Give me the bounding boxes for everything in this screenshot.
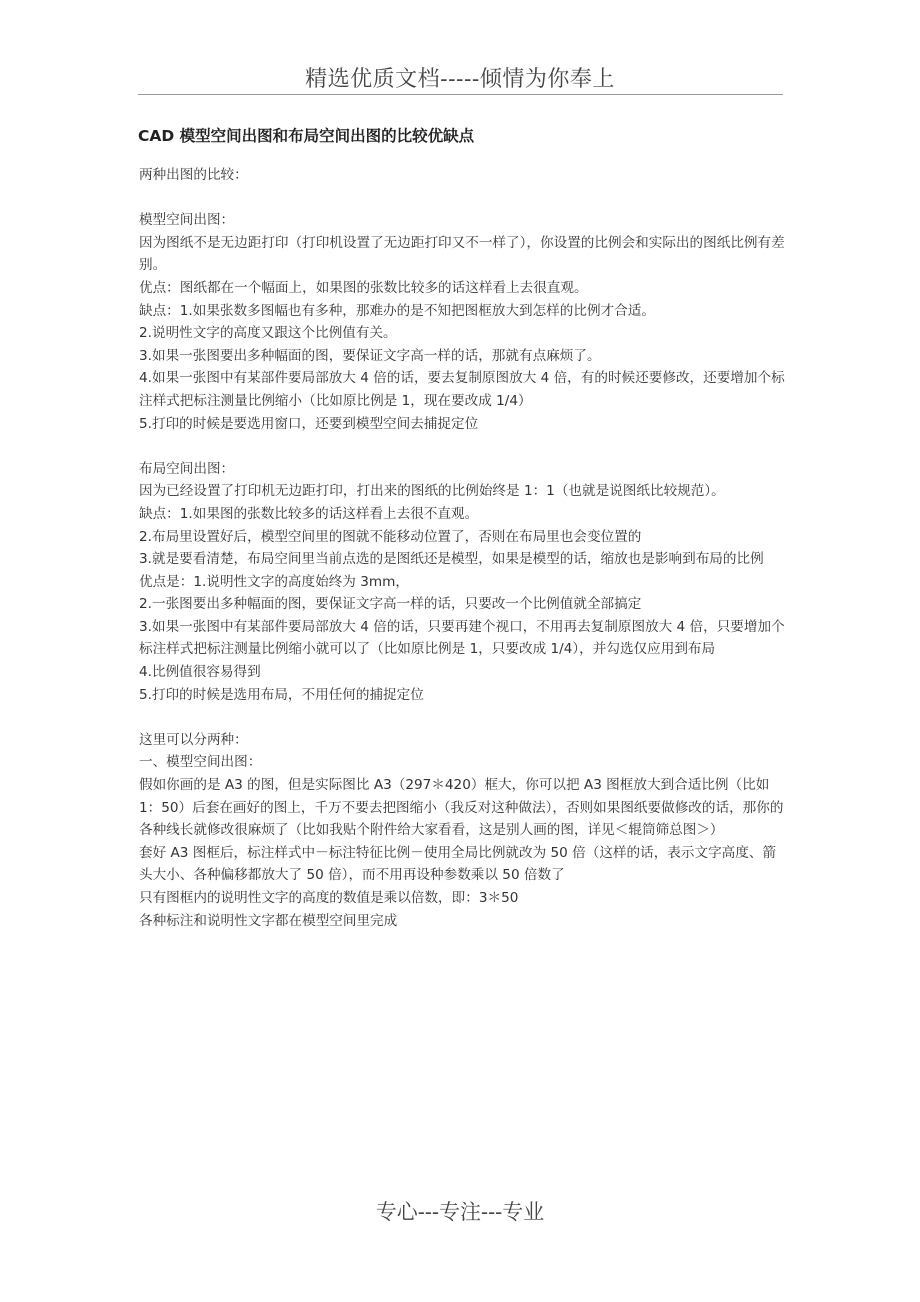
model-space-line: 优点：图纸都在一个幅面上，如果图的张数比较多的话这样看上去很直观。 bbox=[139, 279, 588, 296]
section-two-intro: 这里可以分两种： bbox=[139, 731, 248, 748]
section-two-line: 假如你画的是 A3 的图，但是实际图比 A3（297＊420）框大，你可以把 A3 图框放大到合适比例（比如 1：50）后套在画好的图上，千万不要去把图缩小（我反对这种做法），否则如果图纸要做修改的话，那你的各种线长就修改很麻烦了（比如我贴个附件给大家看看，这是别人画的图，详见＜辊筒筛总图＞） bbox=[139, 777, 784, 839]
section-two-line: 套好 A3 图框后，标注样式中－标注特征比例－使用全局比例就改为 50 倍（这样的话，表示文字高度、箭头大小、各种偏移都放大了 50 倍），而不用再设种参数乘以 50 倍数了 bbox=[139, 844, 777, 884]
layout-space-line: 2.布局里设置好后，模型空间里的图就不能移动位置了，否则在布局里也会变位置的 bbox=[139, 528, 642, 545]
layout-space-heading: 布局空间出图： bbox=[139, 460, 235, 477]
document-title: CAD 模型空间出图和布局空间出图的比较优缺点 bbox=[138, 127, 475, 145]
layout-space-line: 缺点：1.如果图的张数比较多的话这样看上去很不直观。 bbox=[139, 505, 479, 522]
spacer bbox=[139, 435, 787, 458]
spacer bbox=[139, 187, 787, 210]
document-body bbox=[139, 164, 787, 932]
layout-space-line: 5.打印的时候是选用布局，不用任何的捕捉定位 bbox=[139, 686, 424, 703]
spacer bbox=[139, 706, 787, 729]
section-two-line: 只有图框内的说明性文字的高度的数值是乘以倍数，即：3＊50 bbox=[139, 890, 519, 906]
section-two-line: 各种标注和说明性文字都在模型空间里完成 bbox=[139, 912, 398, 929]
layout-space-line: 3.就是要看清楚，布局空间里当前点选的是图纸还是模型，如果是模型的话，缩放也是影响到布局的比例 bbox=[139, 551, 764, 568]
model-space-line: 4.如果一张图中有某部件要局部放大 4 倍的话，要去复制原图放大 4 倍，有的时候还要修改，还要增加个标注样式把标注测量比例缩小（比如原比例是 1，现在要改成 1/4） bbox=[139, 370, 785, 409]
model-space-line: 2.说明性文字的高度又跟这个比例值有关。 bbox=[139, 325, 397, 342]
intro-paragraph: 两种出图的比较： bbox=[139, 167, 248, 183]
model-space-heading: 模型空间出图： bbox=[139, 212, 235, 229]
model-space-line: 因为图纸不是无边距打印（打印机设置了无边距打印又不一样了），你设置的比例会和实际出的图纸比例有差别。 bbox=[139, 234, 785, 274]
layout-space-line: 优点是：1.说明性文字的高度始终为 3mm， bbox=[139, 573, 409, 590]
layout-space-line: 4.比例值很容易得到 bbox=[139, 664, 261, 681]
layout-space-line: 2.一张图要出多种幅面的图，要保证文字高一样的话，只要改一个比例值就全部搞定 bbox=[139, 596, 642, 613]
section-two-heading: 一、模型空间出图： bbox=[139, 754, 262, 771]
model-space-line: 缺点：1.如果张数多图幅也有多种，那难办的是不知把图框放大到怎样的比例才合适。 bbox=[139, 302, 655, 319]
layout-space-line: 因为已经设置了打印机无边距打印，打出来的图纸的比例始终是 1：1（也就是说图纸比较规范）。 bbox=[139, 483, 725, 500]
page-footer: 专心---专注---专业 bbox=[375, 1200, 545, 1224]
layout-space-line: 3.如果一张图中有某部件要局部放大 4 倍的话，只要再建个视口，不用再去复制原图放大 4 倍，只要增加个标注样式把标注测量比例缩小就可以了（比如原比例是 1，只要改成 1/4），并勾选仅应用到布局 bbox=[139, 618, 785, 658]
model-space-line: 5.打印的时候是要选用窗口，还要到模型空间去捕捉定位 bbox=[139, 415, 479, 432]
header-divider bbox=[138, 94, 783, 95]
page-header: 精选优质文档-----倾情为你奉上 bbox=[305, 67, 615, 92]
model-space-line: 3.如果一张图要出多种幅面的图，要保证文字高一样的话，那就有点麻烦了。 bbox=[139, 347, 601, 364]
